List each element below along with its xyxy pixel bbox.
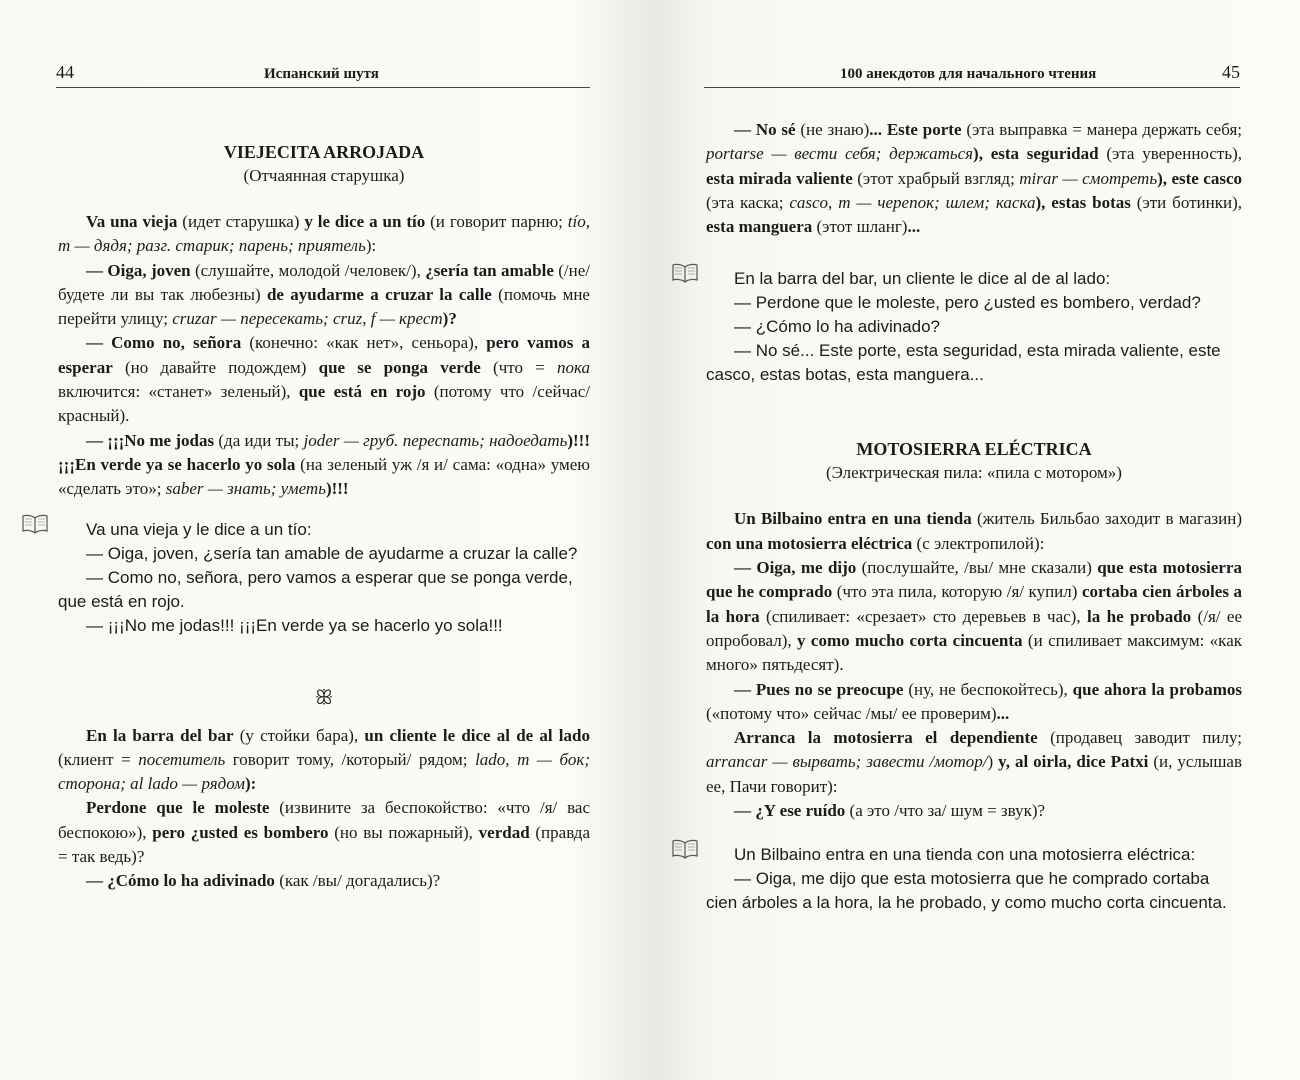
right-column	[706, 118, 1242, 915]
plain-line: — ¿Cómo lo ha adivinado?	[734, 317, 941, 337]
running-header: 100 анекдотов для начального чтения	[840, 66, 1097, 82]
plain-line: En la barra del bar, un cliente le dice al de al lado:	[734, 269, 1111, 289]
story-title: MOTOSIERRA ELÉCTRICA	[856, 439, 1092, 460]
page-header-left	[56, 62, 590, 88]
left-column	[58, 118, 590, 894]
plain-line: — Perdone que le moleste, pero ¿usted es bombero, verdad?	[734, 293, 1201, 313]
page-number: 44	[56, 62, 74, 82]
plain-line: — Como no, señora, pero vamos a esperar que se ponga verde, que está en rojo.	[58, 567, 573, 611]
annotated-text	[58, 210, 590, 502]
annotated-paragraph: — ¿Cómo lo ha adivinado (как /вы/ догадались)?	[86, 871, 441, 891]
annotated-text	[58, 724, 590, 894]
plain-line: — ¡¡¡No me jodas!!! ¡¡¡En verde ya se hacerlo yo sola!!!	[86, 615, 503, 635]
plain-text-block	[706, 267, 1242, 387]
annotated-text	[706, 507, 1242, 823]
plain-line: Va una vieja y le dice a un tío:	[86, 519, 312, 539]
annotated-paragraph: En la barra del bar (у стойки бара), un cliente le dice al de al lado (клиент = посетитель говорит тому, /который/ рядом; lado, m — бок; сторона; al lado — рядом):	[58, 725, 590, 794]
header-rule	[56, 87, 590, 88]
annotated-paragraph: — Pues no se preocupe (ну, не беспокойтесь), que ahora la probamos («потому что» сейчас /мы/ ее проверим)...	[706, 679, 1242, 723]
plain-line: — Oiga, joven, ¿sería tan amable de ayudarme a cruzar la calle?	[86, 543, 578, 563]
annotated-paragraph: — ¡¡¡No me jodas (да иди ты; joder — груб. переспать; надоедать)!!! ¡¡¡En verde ya se hacerlo yo sola (на зеленый уж /я и/ сама: «одна» умею «сделать это»; saber — знать; уметь)!!!	[58, 430, 591, 499]
annotated-paragraph: Arranca la motosierra el dependiente (продавец заводит пилу; arrancar — вырвать; завести /мотор/) y, al oirla, dice Patxi (и, услышав ее, Пачи говорит):	[706, 728, 1242, 796]
ornament-divider: ꕥ	[314, 686, 334, 709]
page-number: 45	[1222, 62, 1240, 82]
plain-text-block	[58, 518, 590, 638]
plain-text-block	[706, 843, 1242, 915]
plain-line: Un Bilbaino entra en una tienda con una motosierra eléctrica:	[734, 845, 1196, 865]
plain-line: — No sé... Este porte, esta seguridad, esta mirada valiente, este casco, estas botas, esta manguera...	[706, 341, 1221, 385]
annotated-paragraph: Perdone que le moleste (извините за беспокойство: «что /я/ вас беспокою»), pero ¿usted es bombero (но вы пожарный), verdad (правда = так ведь)?	[58, 798, 590, 867]
story-title: VIEJECITA ARROJADA	[223, 142, 425, 162]
plain-line: — Oiga, me dijo que esta motosierra que he comprado cortaba cien árboles a la hora, la he probado, y como mucho corta cincuenta.	[706, 869, 1227, 913]
running-header: Испанский шутя	[264, 66, 379, 82]
annotated-paragraph: — ¿Y ese ruído (а это /что за/ шум = звук)?	[734, 801, 1046, 821]
open-book-icon	[672, 839, 698, 859]
annotated-paragraph: — Oiga, me dijo (послушайте, /вы/ мне сказали) que esta motosierra que he comprado (что эта пила, которую /я/ купил) cortaba cien árboles a la hora (спиливает: «срезает» сто деревьев в час), la he probado (/я/ ее опробовал), y como mucho corta cincuenta (и спиливает максимум: «как много» пятьдесят).	[706, 558, 1242, 675]
annotated-paragraph: Un Bilbaino entra en una tienda (житель Бильбао заходит в магазин) con una motosierra eléctrica (с электропилой):	[706, 509, 1243, 553]
annotated-paragraph: — Como no, señora (конечно: «как нет», сеньора), pero vamos a esperar (но давайте подождем) que se ponga verde (что = пока включится: «станет» зеленый), que está en rojo (потому что /сейчас/ красный).	[58, 333, 591, 426]
story-subtitle: (Электрическая пила: «пила с мотором»)	[826, 463, 1122, 483]
page-header-right	[704, 62, 1240, 88]
annotated-paragraph: — No sé (не знаю)... Este porte (эта выправка = манера держать себя; portarse — вести себя; держаться), esta seguridad (эта уверенность), esta mirada valiente (этот храбрый взгляд; mirar — смотреть), este casco (эта каска; casco, m — черепок; шлем; каска), estas botas (эти ботинки), esta manguera (этот шланг)...	[706, 120, 1243, 237]
annotated-paragraph: Va una vieja (идет старушка) y le dice a un tío (и говорит парню; tío, m — дядя; разг. старик; парень; приятель):	[58, 212, 590, 256]
open-book-icon	[672, 263, 698, 283]
open-book-icon	[22, 514, 48, 534]
annotated-paragraph: — Oiga, joven (слушайте, молодой /человек/), ¿sería tan amable (/не/ будете ли вы так любезны) de ayudarme a cruzar la calle (помочь мне перейти улицу; cruzar — пересекать; cruz, f — крест)?	[58, 260, 590, 329]
story-subtitle: (Отчаянная старушка)	[243, 166, 405, 185]
annotated-text	[706, 118, 1242, 239]
right-page	[650, 0, 1300, 1080]
header-rule	[704, 87, 1240, 88]
